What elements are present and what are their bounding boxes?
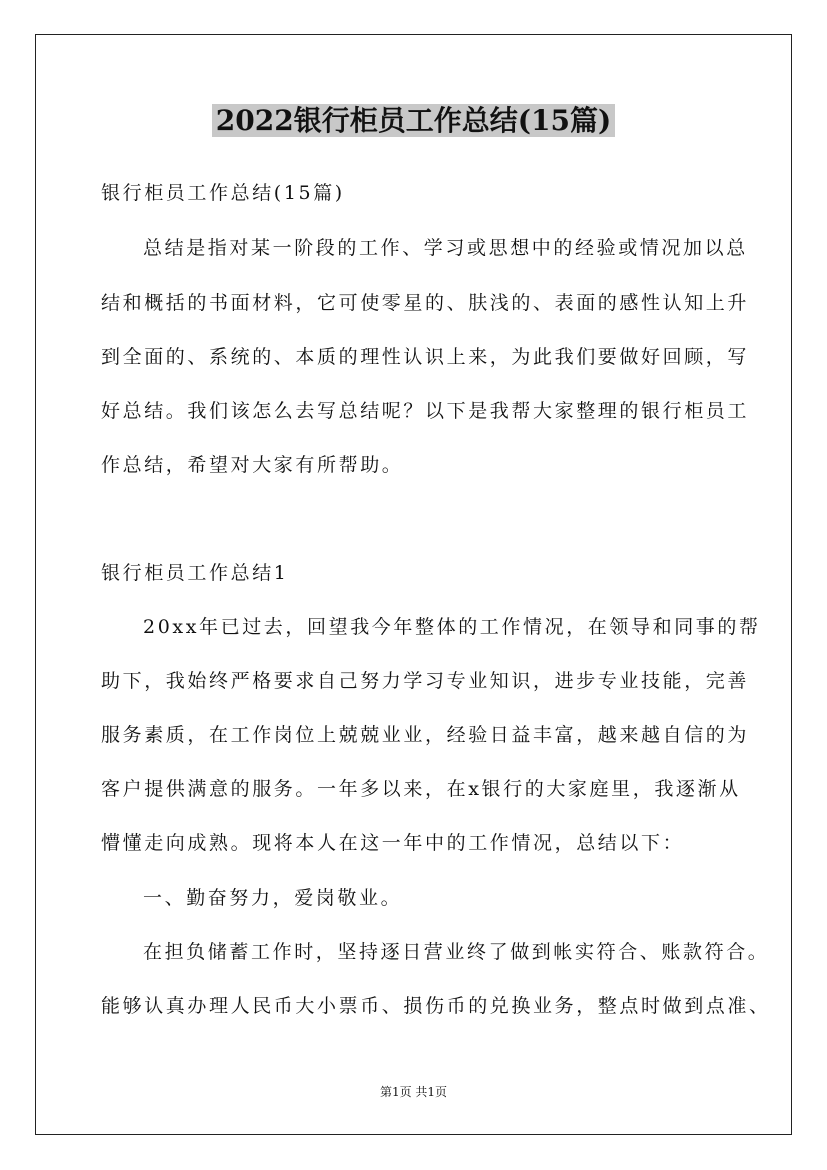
document-title bbox=[0, 101, 827, 141]
document-title-text: 2022银行柜员工作总结(15篇) bbox=[212, 104, 615, 137]
intro-line: 结和概括的书面材料，它可使零星的、肤浅的、表面的感性认知上升 bbox=[101, 292, 750, 314]
intro-line: 好总结。我们该怎么去写总结呢？以下是我帮大家整理的银行柜员工 bbox=[101, 400, 750, 422]
section-line: 服务素质，在工作岗位上兢兢业业，经验日益丰富，越来越自信的为 bbox=[101, 724, 750, 746]
intro-line: 作总结，希望对大家有所帮助。 bbox=[101, 454, 404, 476]
page-footer: 第1页 共1页 bbox=[379, 1085, 448, 1099]
point-line: 能够认真办理人民币大小票币、损伤币的兑换业务，整点时做到点准、 bbox=[101, 995, 771, 1017]
point-heading: 一、勤奋努力，爱岗敬业。 bbox=[143, 887, 403, 909]
section-heading: 银行柜员工作总结1 bbox=[101, 562, 289, 584]
section-line: 20xx年已过去，回望我今年整体的工作情况，在领导和同事的帮 bbox=[143, 616, 761, 638]
section-line: 客户提供满意的服务。一年多以来，在x银行的大家庭里，我逐渐从 bbox=[101, 778, 741, 800]
intro-line: 总结是指对某一阶段的工作、学习或思想中的经验或情况加以总 bbox=[143, 237, 748, 259]
section-line: 助下，我始终严格要求自己努力学习专业知识，进步专业技能，完善 bbox=[101, 670, 750, 692]
document-subtitle: 银行柜员工作总结(15篇) bbox=[101, 182, 345, 204]
section-line: 懵懂走向成熟。现将本人在这一年中的工作情况，总结以下： bbox=[101, 832, 685, 854]
point-line: 在担负储蓄工作时，坚持逐日营业终了做到帐实符合、账款符合。 bbox=[143, 941, 770, 963]
intro-line: 到全面的、系统的、本质的理性认识上来，为此我们要做好回顾，写 bbox=[101, 346, 750, 368]
